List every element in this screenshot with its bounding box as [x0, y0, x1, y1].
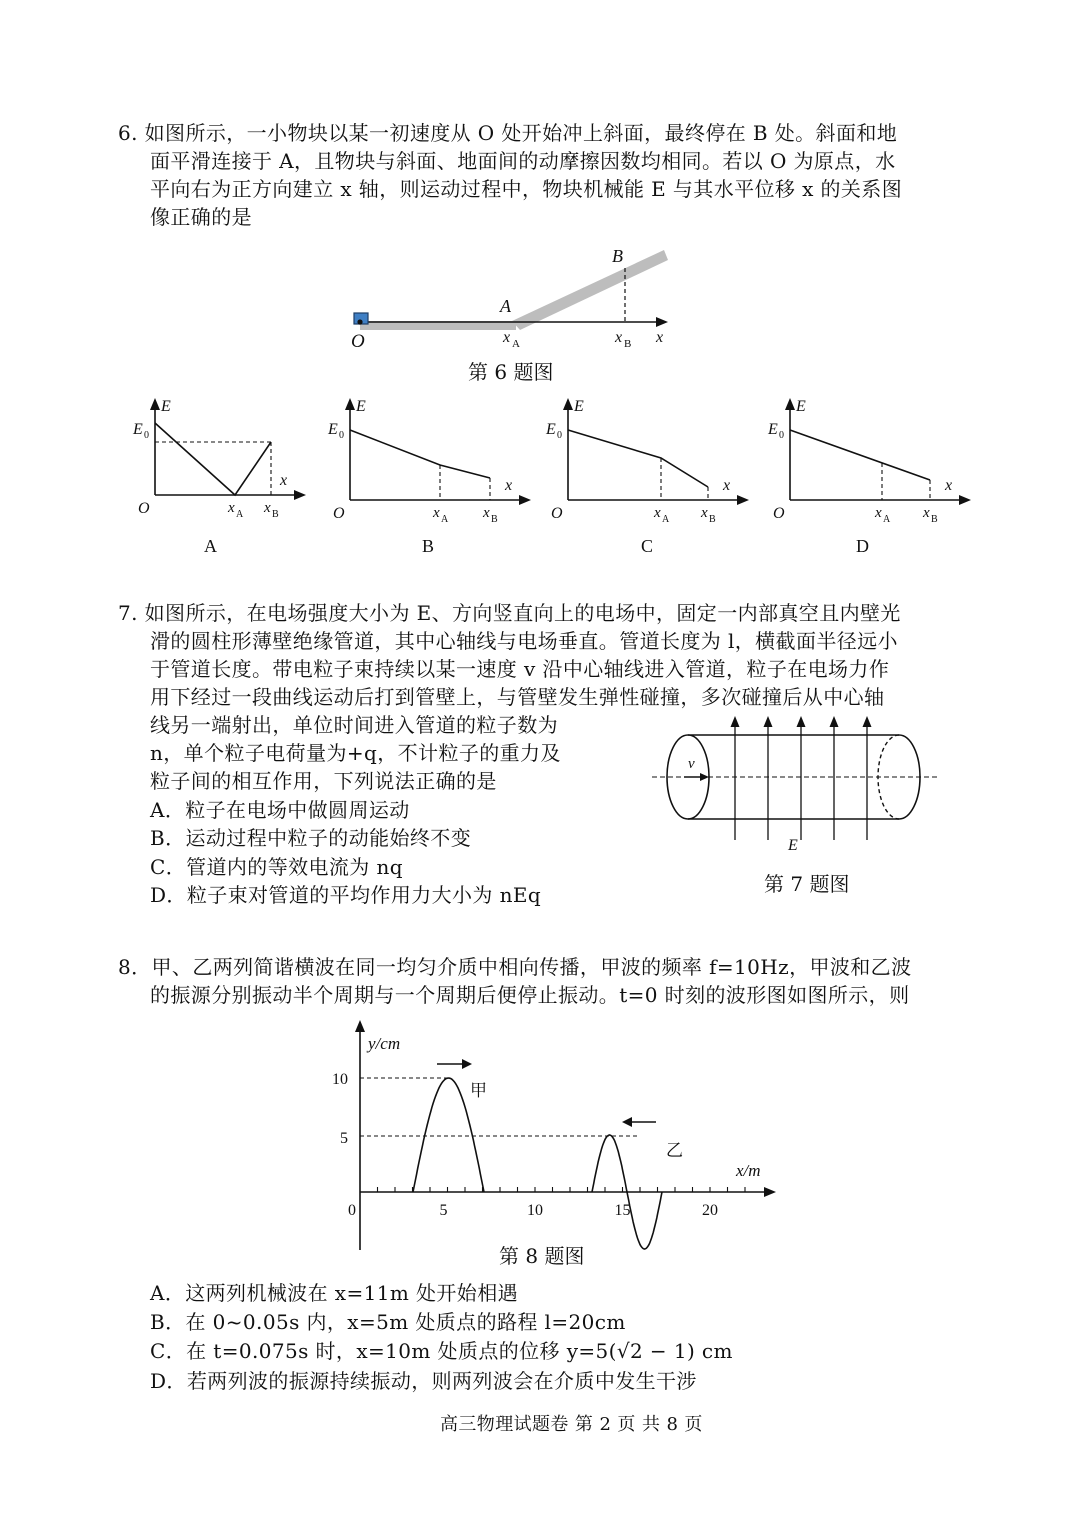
graph-xa-label: x [875, 505, 882, 521]
q8-line-2: 的振源分别振动半个周期与一个周期后便停止振动。t=0 时刻的波形图如图所示，则 [150, 983, 910, 1007]
graph-xb-sub: B [491, 514, 498, 525]
x-tick-label-5: 5 [439, 1202, 448, 1219]
option-label-b: B [422, 536, 435, 556]
q7-line-2: 滑的圆柱形薄壁绝缘管道，其中心轴线与电场垂直。管道长度为 l，横截面半径远小 [150, 629, 898, 653]
q7-line-7: 粒子间的相互作用，下列说法正确的是 [150, 769, 497, 793]
graph-x-label: x [945, 477, 953, 494]
graph-xa-sub: A [883, 514, 891, 525]
fig8-ytick-10: 10 [332, 1071, 348, 1088]
graph-xb-label: x [483, 505, 490, 521]
x-tick-label-15: 15 [614, 1202, 631, 1219]
label-jia: 甲 [470, 1081, 487, 1100]
yi-direction-head [622, 1117, 632, 1127]
x-tick-label-0: 0 [348, 1202, 356, 1219]
graph-e-label: E [574, 398, 584, 415]
graph-e0-label: E [768, 421, 778, 438]
graph-xb-sub: B [709, 514, 716, 525]
graph-x-label: x [280, 472, 288, 489]
option-label-c: C [641, 536, 654, 556]
option-label-a: A [204, 536, 217, 556]
graph-xa-sub: A [662, 514, 670, 525]
graph-o-label: O [551, 505, 563, 522]
fig8-xlabel: x/m [736, 1161, 761, 1180]
graph-o-label: O [333, 505, 345, 522]
label-xb: x [615, 329, 623, 346]
graph-e-label: E [161, 398, 171, 415]
q7-choice-d: D．粒子束对管道的平均作用力大小为 nEq [150, 883, 542, 907]
graph-xa-sub: A [236, 509, 244, 520]
label-yi: 乙 [666, 1141, 683, 1160]
q7-caption: 第 7 题图 [764, 872, 850, 896]
q7-line-1: 7. 如图所示，在电场强度大小为 E、方向竖直向上的电场中，固定一内部真空且内壁光 [118, 601, 901, 625]
field-label: E [788, 837, 798, 854]
q6-line-1: 6. 如图所示，一小物块以某一初速度从 O 处开始冲上斜面，最终停在 B 处。斜面和地 [118, 121, 898, 145]
jia-direction-head [462, 1059, 472, 1069]
graph-e-label: E [796, 398, 806, 415]
label-xa-sub: A [512, 338, 520, 350]
graph-e0-sub: 0 [779, 430, 784, 441]
q8-choice-b: B．在 0~0.05s 内，x=5m 处质点的路程 l=20cm [150, 1310, 626, 1334]
q7-line-5: 线另一端射出，单位时间进入管道的粒子数为 [150, 713, 558, 737]
fig8-ylabel [366, 1034, 400, 1053]
graph-e0-sub: 0 [339, 430, 344, 441]
graph-o-label: O [138, 500, 150, 517]
graph-e0-sub: 0 [557, 430, 562, 441]
q7-line-3: 于管道长度。带电粒子束持续以某一速度 v 沿中心轴线进入管道，粒子在电场力作 [150, 657, 890, 681]
fig8-y-arrow [355, 1020, 365, 1032]
label-x: x [656, 329, 664, 346]
q8-choice-c: C．在 t=0.075s 时，x=10m 处质点的位移 y=5(√2 − 1) cm [150, 1339, 733, 1363]
q8-line-1: 8．甲、乙两列简谐横波在同一均匀介质中相向传播，甲波的频率 f=10Hz，甲波和乙波 [118, 955, 912, 979]
graph-xb-sub: B [272, 509, 279, 520]
graph-e0-label: E [133, 421, 143, 438]
label-o: O [351, 331, 365, 352]
graph-xb-sub: B [931, 514, 938, 525]
q6-line-2: 面平滑连接于 A，且物块与斜面、地面间的动摩擦因数均相同。若以 O 为原点，水 [150, 149, 896, 173]
x-tick-label-20: 20 [702, 1202, 718, 1219]
q6-line-3: 平向右为正方向建立 x 轴，则运动过程中，物块机械能 E 与其水平位移 x 的关系图 [150, 177, 903, 201]
graph-xb-label: x [701, 505, 708, 521]
fig8-ytick-5: 5 [340, 1130, 348, 1147]
q7-line-6: n，单个粒子电荷量为+q，不计粒子的重力及 [150, 741, 561, 765]
q8-choice-a: A．这两列机械波在 x=11m 处开始相遇 [150, 1281, 519, 1305]
q7-choice-b: B．运动过程中粒子的动能始终不变 [150, 826, 472, 850]
q7-choice-a: A．粒子在电场中做圆周运动 [150, 798, 410, 822]
q6-line-4: 像正确的是 [150, 205, 252, 229]
q8-choice-d: D．若两列波的振源持续振动，则两列波会在介质中发生干涉 [150, 1369, 697, 1393]
graph-xa-sub: A [441, 514, 449, 525]
fig8-x-arrow [764, 1187, 776, 1197]
graph-e-label: E [356, 398, 366, 415]
option-label-d: D [856, 536, 869, 556]
graph-xa-label: x [228, 500, 235, 516]
graph-e0-sub: 0 [144, 430, 149, 441]
fig8-ylabel-text: y/cm [368, 1034, 401, 1053]
q7-line-4: 用下经过一段曲线运动后打到管壁上，与管壁发生弹性碰撞，多次碰撞后从中心轴 [150, 685, 885, 709]
q8-caption: 第 8 题图 [499, 1244, 585, 1268]
label-a: A [500, 296, 511, 316]
graph-x-label: x [505, 477, 513, 494]
graph-e0-label: E [328, 421, 338, 438]
graph-xb-label: x [264, 500, 271, 516]
q6-caption: 第 6 题图 [468, 360, 554, 384]
graph-e0-label: E [546, 421, 556, 438]
graph-xa-label: x [433, 505, 440, 521]
graph-xb-label: x [923, 505, 930, 521]
q7-choice-c: C．管道内的等效电流为 nq [150, 855, 403, 879]
velocity-label: v [688, 756, 695, 772]
page-footer: 高三物理试题卷 第 2 页 共 8 页 [440, 1414, 703, 1435]
label-xa: x [503, 329, 511, 346]
x-tick-label-10: 10 [527, 1202, 543, 1219]
graph-x-label: x [723, 477, 731, 494]
graph-xa-label: x [654, 505, 661, 521]
label-xb-sub: B [624, 338, 632, 350]
label-b: B [612, 246, 623, 266]
graph-o-label: O [773, 505, 785, 522]
